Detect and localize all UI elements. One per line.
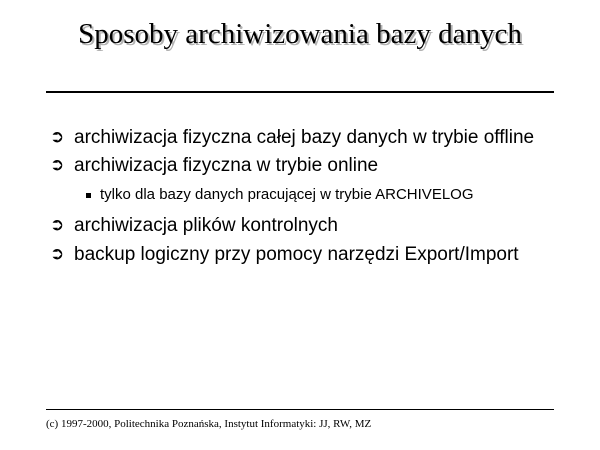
arrow-right-circle-icon: ➲ — [50, 215, 65, 235]
bullet-list — [50, 126, 550, 266]
bullet-item — [50, 243, 550, 266]
footer-divider — [46, 409, 554, 410]
bullet-text: backup logiczny przy pomocy narzędzi Export/Import — [74, 244, 519, 265]
title-underline — [46, 91, 554, 93]
bullet-text: archiwizacja plików kontrolnych — [74, 215, 338, 236]
arrow-right-circle-icon: ➲ — [50, 155, 65, 175]
footer-copyright: (c) 1997-2000, Politechnika Poznańska, Instytut Informatyki: JJ, RW, MZ — [46, 418, 372, 430]
bullet-item — [50, 126, 550, 149]
bullet-text: archiwizacja fizyczna całej bazy danych w trybie offline — [74, 127, 535, 148]
bullet-item — [50, 154, 550, 177]
arrow-right-circle-icon: ➲ — [50, 127, 65, 147]
arrow-right-circle-icon: ➲ — [50, 244, 65, 264]
square-bullet-icon — [86, 193, 91, 198]
bullet-item — [50, 214, 550, 237]
bullet-text: archiwizacja fizyczna w trybie online — [74, 155, 379, 176]
slide-title: Sposoby archiwizowania bazy danych — [78, 18, 522, 50]
sub-bullet-item — [50, 185, 550, 205]
sub-bullet-text: tylko dla bazy danych pracującej w trybie ARCHIVELOG — [100, 186, 474, 203]
